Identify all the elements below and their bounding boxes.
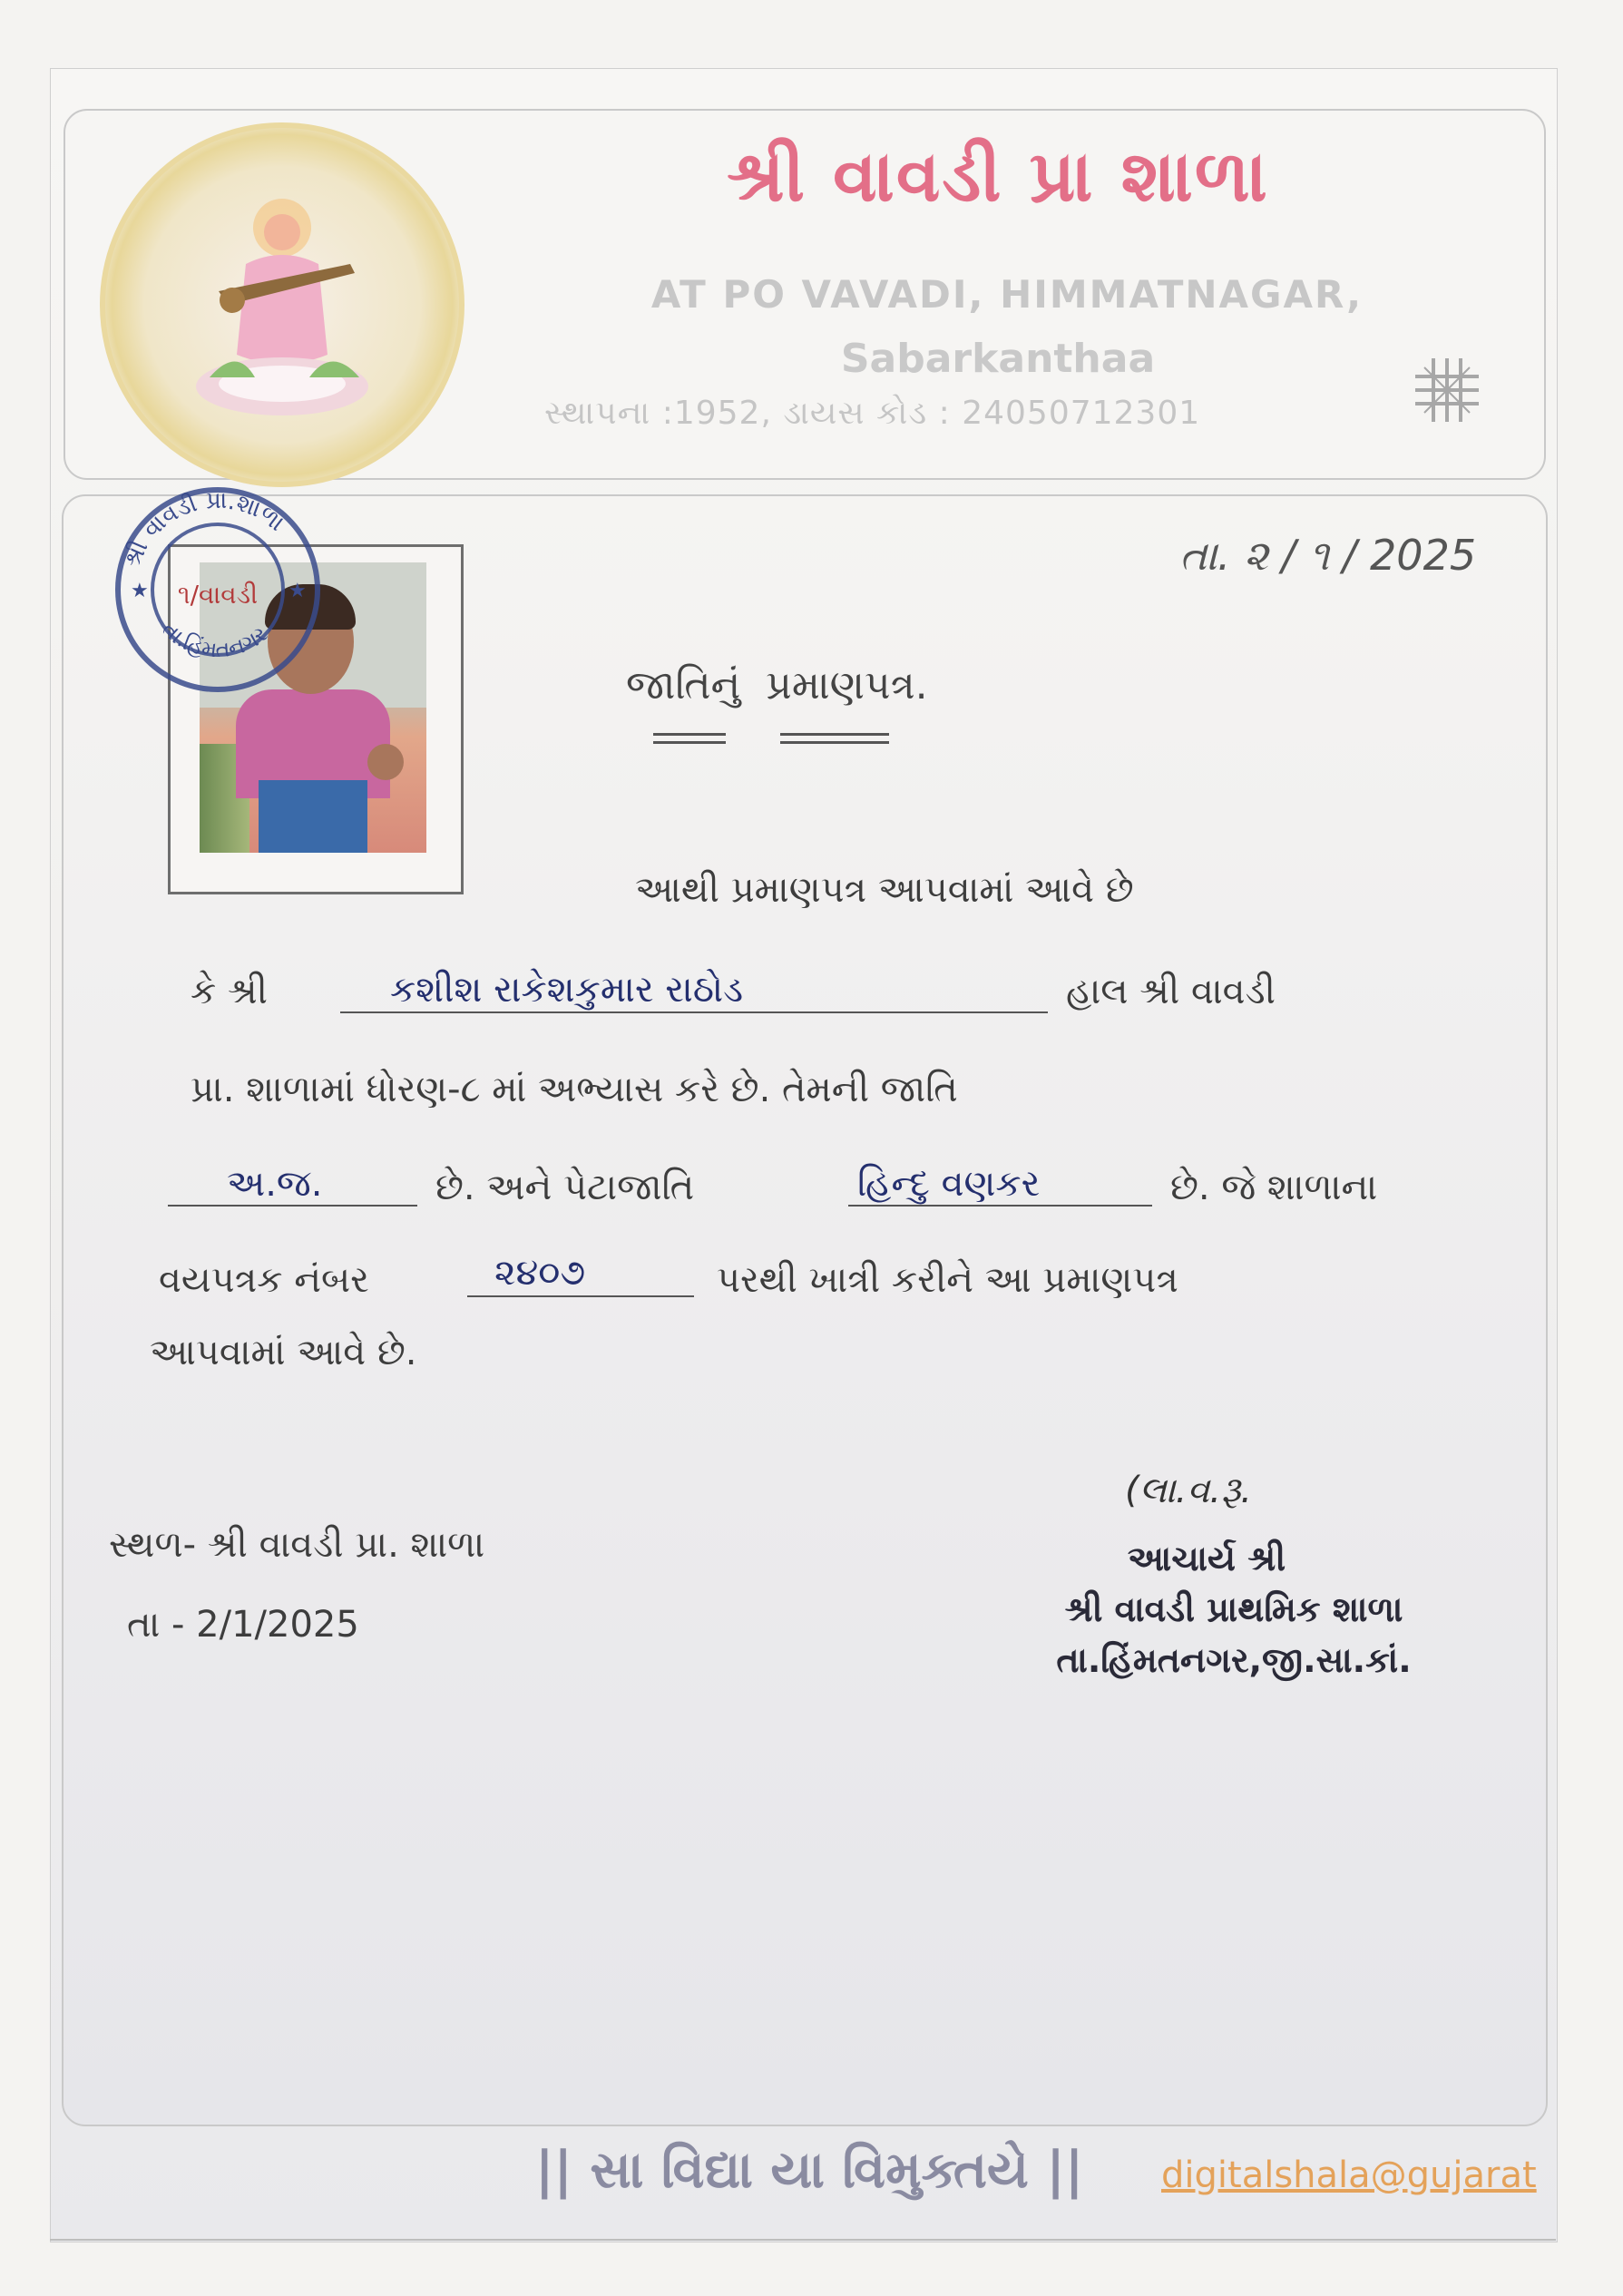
cert-line-3: પ્રા. શાળામાં ધોરણ-૮ માં અભ્યાસ કરે છે. તેમની જાતિ: [191, 1069, 958, 1110]
subcaste-blank: [848, 1205, 1152, 1207]
cert-line-4-suffix: છે. જે શાળાના: [1170, 1167, 1378, 1208]
student-name: કશીશ રાકેશકુમાર રાઠોડ: [390, 969, 744, 1011]
principal-location: તા.હિંમતનગર,જી.સા.કાં.: [1056, 1640, 1412, 1680]
seal-center-text: ૧/વાવડી: [177, 580, 259, 610]
svg-text:શ્રી વાવડી પ્રા.શાળા: [119, 487, 289, 572]
svg-text:★: ★: [288, 580, 307, 602]
seal-bottom-text: તા.હિંમતનગર: [157, 616, 273, 663]
school-title: શ્રી વાવડી પ્રા શાળા: [727, 136, 1269, 218]
certificate-heading: જાતિનું પ્રમાણપત્ર.: [626, 662, 928, 708]
school-email: digitalshala@gujarat: [1161, 2154, 1537, 2196]
heading-underline: [653, 733, 726, 744]
heading-underline: [780, 733, 889, 744]
caste-category: અ.જ.: [227, 1163, 323, 1205]
pattern-emblem-icon: [1406, 349, 1488, 431]
certificate-date: તા. ૨ / ૧ / 2025: [1179, 531, 1477, 580]
saraswati-icon: [191, 182, 373, 427]
svg-text:તા.હિંમતનગર: [157, 616, 272, 662]
principal-signature: (લા.વ.રૂ.: [1125, 1470, 1252, 1511]
cert-line-5-suffix: પરથી ખાત્રી કરીને આ પ્રમાણપત્ર: [717, 1259, 1178, 1301]
established-dise-code: સ્થાપના :1952, ડાયસ કોડ : 24050712301: [544, 395, 1201, 432]
sub-caste: હિન્દુ વણકર: [857, 1163, 1041, 1205]
register-number: ૨૪૦૭: [494, 1252, 586, 1294]
cert-line-6: આપવામાં આવે છે.: [150, 1332, 417, 1373]
caste-blank: [168, 1205, 417, 1207]
svg-text:★: ★: [131, 580, 149, 602]
cert-line-4-mid: છે. અને પેટાજાતિ: [435, 1167, 695, 1208]
school-seal-stamp: [109, 481, 327, 699]
issue-place: સ્થળ- શ્રી વાવડી પ્રા. શાળા: [109, 1524, 485, 1566]
cert-line-1: આથી પ્રમાણપત્ર આપવામાં આવે છે: [635, 869, 1134, 911]
footer-divider: [50, 2239, 1556, 2241]
school-address: AT PO VAVADI, HIMMATNAGAR,: [650, 272, 1364, 317]
cert-line-2-suffix: હાલ શ્રી વાવડી: [1066, 971, 1276, 1012]
cert-line-5-prefix: વયપત્રક નંબર: [159, 1259, 369, 1301]
principal-school: શ્રી વાવડી પ્રાથમિક શાળા: [1064, 1589, 1403, 1629]
register-blank: [467, 1295, 694, 1297]
name-blank: [340, 1011, 1048, 1013]
seal-top-text: શ્રી વાવડી પ્રા.શાળા: [118, 486, 289, 572]
issue-date: તા - 2/1/2025: [127, 1604, 359, 1646]
school-district: Sabarkanthaa: [840, 336, 1156, 382]
saraswati-logo: [100, 122, 464, 487]
principal-title: આચાર્ય શ્રી: [1127, 1539, 1286, 1578]
cert-line-2-prefix: કે શ્રી: [191, 971, 268, 1012]
school-motto: || સા વિદ્યા યા વિમુક્તયે ||: [535, 2141, 1084, 2200]
